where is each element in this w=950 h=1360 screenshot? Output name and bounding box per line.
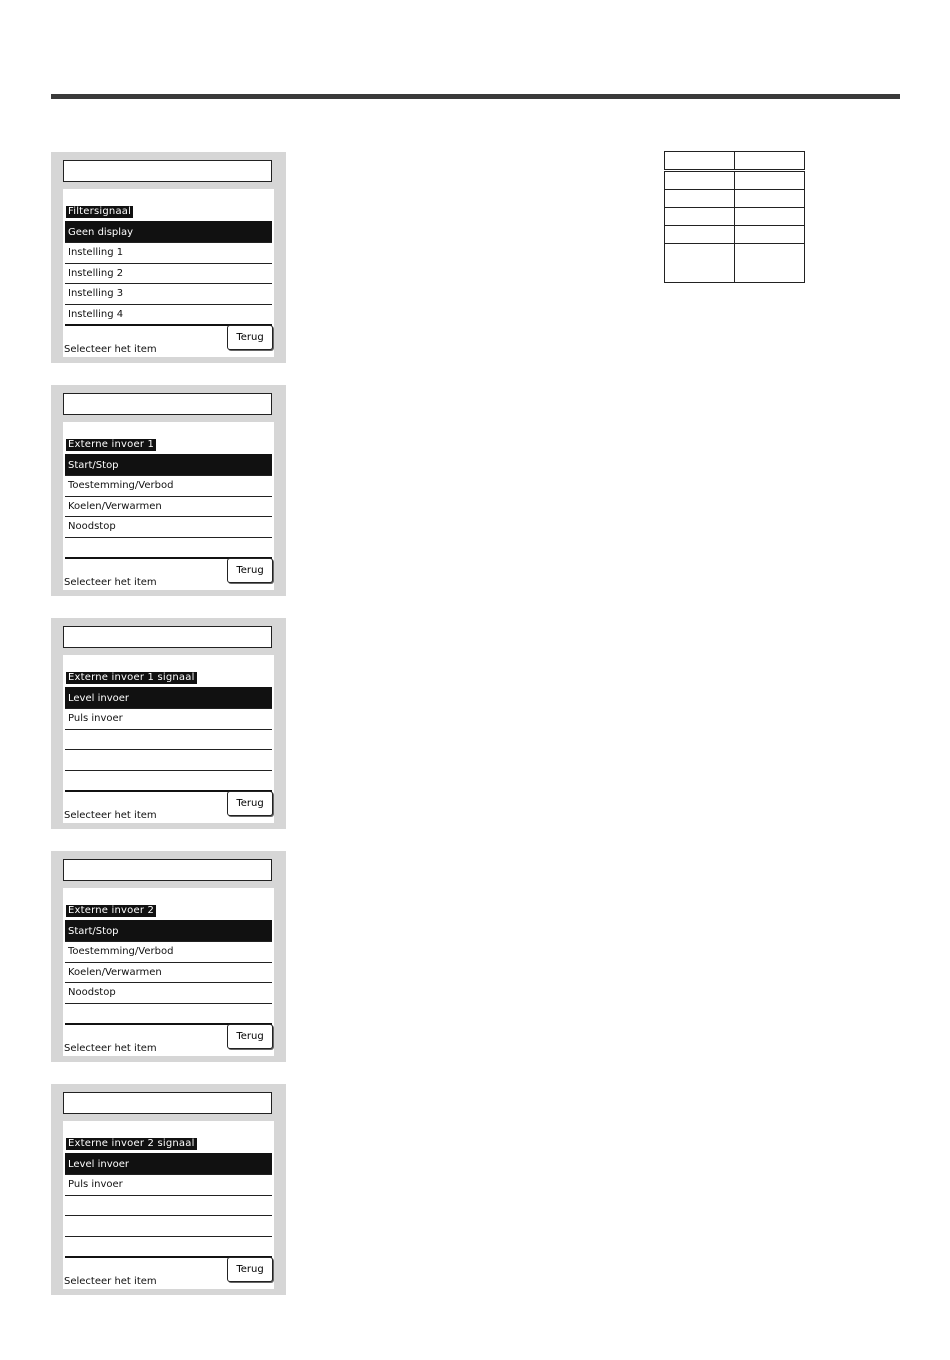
option-list: [65, 687, 272, 792]
back-button[interactable]: Terug: [227, 325, 273, 350]
list-item[interactable]: Puls invoer: [65, 709, 272, 729]
screen-heading: Externe invoer 2 signaal: [68, 1138, 195, 1149]
list-item[interactable]: Start/Stop: [65, 456, 272, 476]
screen-external-input-2-signal: [51, 1084, 286, 1295]
screen-filter-signal: [51, 152, 286, 363]
screen-external-input-1: [51, 385, 286, 596]
screen-title-box: [63, 393, 272, 415]
list-item[interactable]: [65, 538, 272, 559]
screen-panel: [63, 189, 274, 357]
table-cell: [735, 171, 805, 190]
table-cell: [735, 208, 805, 226]
list-item[interactable]: Noodstop: [65, 983, 272, 1003]
list-item[interactable]: [65, 1196, 272, 1216]
instruction-text: Selecteer het item: [64, 1043, 157, 1054]
option-list: [65, 221, 272, 326]
list-item[interactable]: Instelling 3: [65, 284, 272, 304]
screen-panel: [63, 422, 274, 590]
list-item[interactable]: Toestemming/Verbod: [65, 476, 272, 496]
list-item[interactable]: Noodstop: [65, 517, 272, 537]
back-button[interactable]: Terug: [227, 791, 273, 816]
table-cell: [735, 244, 805, 283]
table-cell: [735, 226, 805, 244]
instruction-text: Selecteer het item: [64, 1276, 157, 1287]
list-item[interactable]: Start/Stop: [65, 922, 272, 942]
table-cell: [665, 190, 735, 208]
list-item[interactable]: Koelen/Verwarmen: [65, 963, 272, 983]
option-list: [65, 1153, 272, 1258]
screen-panel: [63, 655, 274, 823]
settings-table: [664, 151, 805, 283]
table-cell: [665, 244, 735, 283]
list-item[interactable]: Instelling 2: [65, 264, 272, 284]
screen-panel: [63, 1121, 274, 1289]
table-cell: [735, 190, 805, 208]
option-list: [65, 920, 272, 1025]
table-header-cell: [735, 152, 805, 171]
option-list: [65, 454, 272, 559]
list-item[interactable]: Instelling 4: [65, 305, 272, 326]
list-item[interactable]: Puls invoer: [65, 1175, 272, 1195]
back-button[interactable]: Terug: [227, 1024, 273, 1049]
table-cell: [665, 226, 735, 244]
screen-title-box: [63, 1092, 272, 1114]
screen-title-box: [63, 160, 272, 182]
list-item[interactable]: [65, 1004, 272, 1025]
list-item[interactable]: [65, 750, 272, 770]
table-cell: [665, 171, 735, 190]
screen-external-input-1-signal: [51, 618, 286, 829]
instruction-text: Selecteer het item: [64, 577, 157, 588]
screen-heading: Externe invoer 1: [68, 439, 155, 450]
list-item[interactable]: [65, 1237, 272, 1258]
list-item[interactable]: Koelen/Verwarmen: [65, 497, 272, 517]
list-item[interactable]: [65, 730, 272, 750]
instruction-text: Selecteer het item: [64, 810, 157, 821]
list-item[interactable]: Toestemming/Verbod: [65, 942, 272, 962]
list-item[interactable]: Level invoer: [65, 689, 272, 709]
screen-title-box: [63, 859, 272, 881]
list-item[interactable]: [65, 771, 272, 792]
screen-external-input-2: [51, 851, 286, 1062]
screen-heading: Externe invoer 1 signaal: [68, 672, 195, 683]
table-cell: [665, 208, 735, 226]
screen-panel: [63, 888, 274, 1056]
screen-title-box: [63, 626, 272, 648]
screen-heading: Externe invoer 2: [68, 905, 155, 916]
instruction-text: Selecteer het item: [64, 344, 157, 355]
table-header-cell: [665, 152, 735, 171]
back-button[interactable]: Terug: [227, 1257, 273, 1282]
top-rule: [51, 94, 900, 99]
screen-heading: Filtersignaal: [68, 206, 132, 217]
list-item[interactable]: Instelling 1: [65, 243, 272, 263]
list-item[interactable]: Level invoer: [65, 1155, 272, 1175]
list-item[interactable]: [65, 1216, 272, 1236]
back-button[interactable]: Terug: [227, 558, 273, 583]
list-item[interactable]: Geen display: [65, 223, 272, 243]
